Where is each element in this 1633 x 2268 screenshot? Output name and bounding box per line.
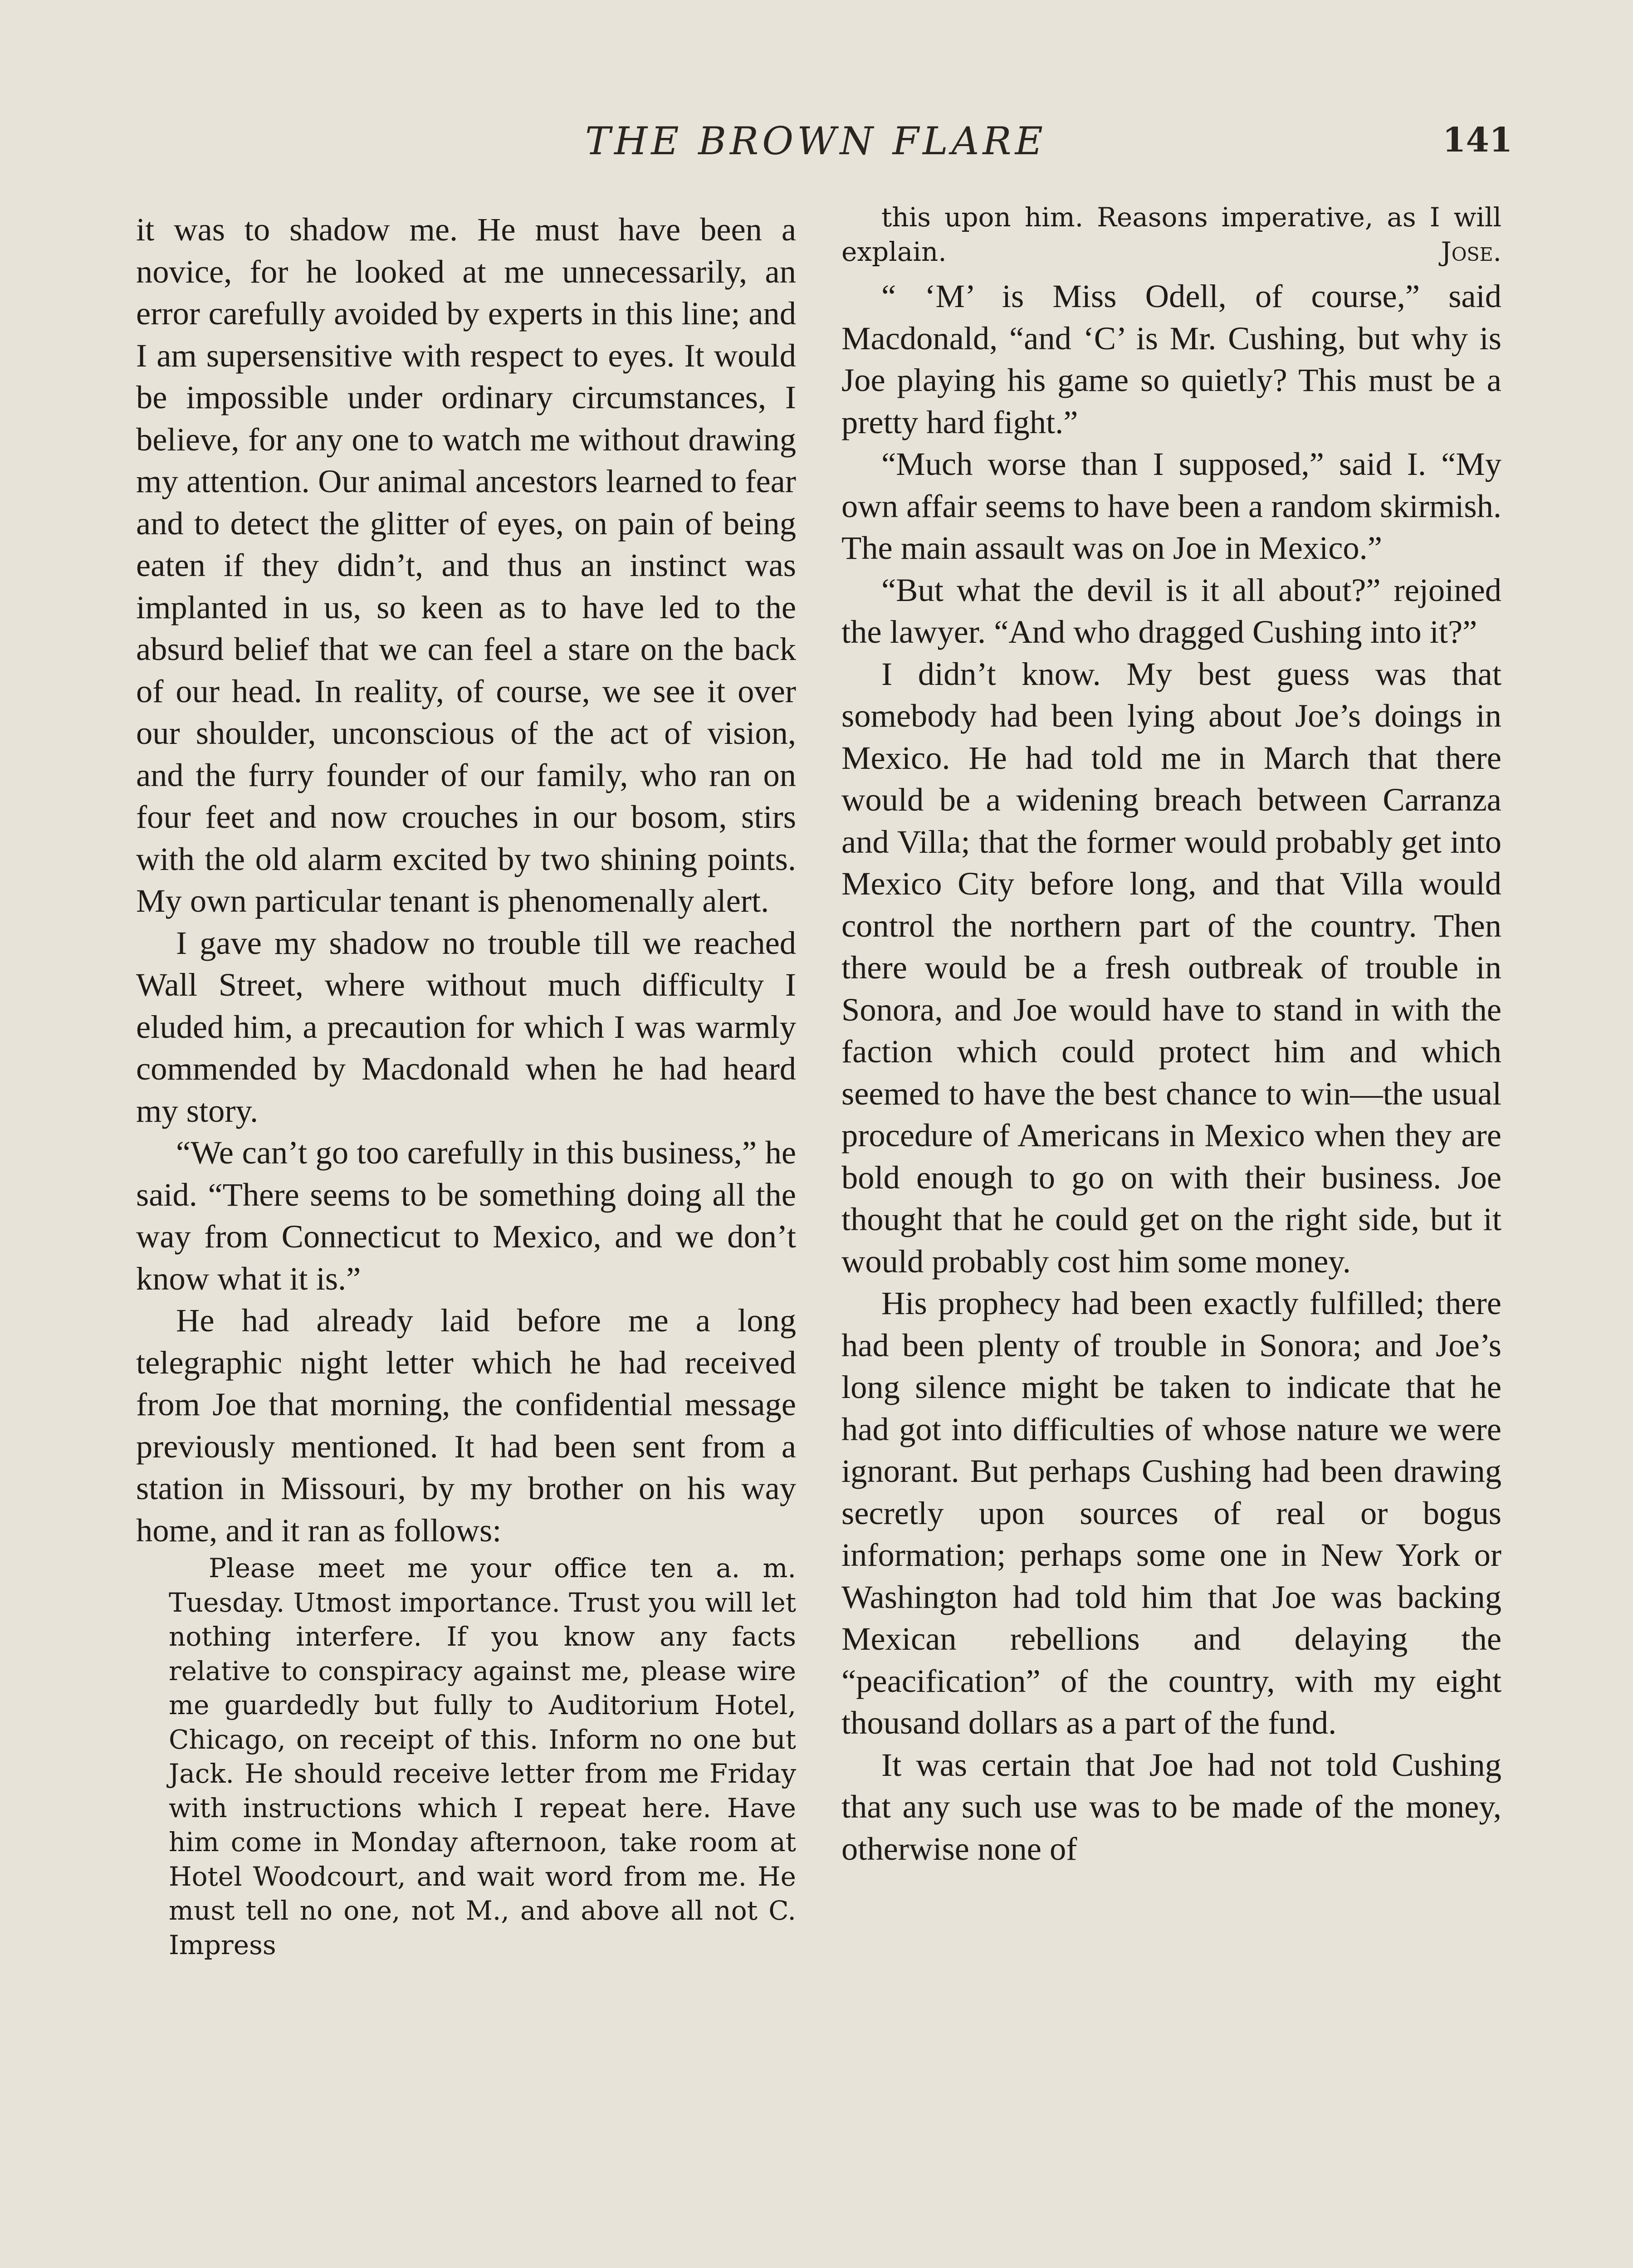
paragraph-1: it was to shadow me. He must have been a novice, for he looked at me unnecessarily, an error carefully avoided by experts in this line; and I am supersensitive with respect to eyes. It would be impossible under ordinary circumstances, I believe, for any one to watch me without drawing my attention. Our animal ancestors learned to fear and to detect the glitter of eyes, on pain of being eaten if they didn’t, and thus an instinct was implanted in us, so keen as to have led to the absurd belief that we can feel a stare on the back of our head. In reality, of course, we see it over our shoulder, unconscious of the act of vision, and the furry founder of our family, who ran on four feet and now crouches in our bosom, stirs with the old alarm excited by two shining points. My own particular tenant is phenomenally alert. — [136, 211, 796, 919]
left-column — [136, 209, 796, 1962]
telegram-end: this upon him. Reasons imperative, as I will explain. — [841, 202, 1501, 267]
paragraph-4: He had already laid before me a long telegraphic night letter which he had received from Joe that morning, the confidential message previously mentioned. It had been sent from a station in Missouri, by my brother on his way home, and it ran as follows: — [136, 1302, 796, 1549]
telegram-continuation — [841, 200, 1501, 269]
paragraph-5: “ ‘M’ is Miss Odell, of course,” said Macdonald, “and ‘C’ is Mr. Cushing, but why is Joe playing his game so quietly? This must be a pretty hard fight.” — [841, 278, 1501, 440]
paragraph-3: “We can’t go too carefully in this business,” he said. “There seems to be something doing all the way from Connecticut to Mexico, and we don’t know what it is.” — [136, 1134, 796, 1297]
telegram-signature: Jose. — [1441, 236, 1501, 267]
paragraph-7: “But what the devil is it all about?” rejoined the lawyer. “And who dragged Cushing into it?” — [841, 571, 1501, 650]
paragraph-8: I didn’t know. My best guess was that somebody had been lying about Joe’s doings in Mexico. He had told me in March that there would be a widening breach between Carranza and Villa; that the former would probably get into Mexico City before long, and that Villa would control the northern part of the country. Then there would be a fresh outbreak of trouble in Sonora, and Joe would have to stand in with the faction which could protect him and which seemed to have the best chance to win—the usual procedure of Americans in Mexico when they are bold enough to go on with their business. Joe thought that he could get on the right side, but it would probably cost him some money. — [841, 655, 1501, 1280]
paragraph-2: I gave my shadow no trouble till we reached Wall Street, where without much difficulty I eluded him, a precaution for which I was warmly commended by Macdonald when he had heard my story. — [136, 924, 796, 1129]
running-header-title: THE BROWN FLARE — [585, 119, 1046, 163]
telegram-text: Please meet me your office ten a. m. Tuesday. Utmost importance. Trust you will let nothing interfere. If you know any facts relative to conspiracy against me, please wire me guardedly but fully to Auditorium Hotel, Chicago, on receipt of this. Inform no one but Jack. He should receive letter from me Friday with instructions which I repeat here. Have him come in Monday afternoon, take room at Hotel Woodcourt, and wait word from me. He must tell no one, not M., and above all not C. Impress — [169, 1553, 796, 1960]
paragraph-9: His prophecy had been exactly fulfilled; there had been plenty of trouble in Sonora; and Joe’s long silence might be taken to indicate that he had got into difficulties of whose nature we were ignorant. But perhaps Cushing had been drawing secretly upon sources of real or bogus information; perhaps some one in New York or Washington had told him that Joe was backing Mexican rebellions and delaying the “peacification” of the country, with my eight thousand dollars as a part of the fund. — [841, 1285, 1501, 1741]
paragraph-6: “Much worse than I supposed,” said I. “My own affair seems to have been a random skirmish. The main assault was on Joe in Mexico.” — [841, 445, 1501, 566]
right-column — [841, 200, 1501, 1870]
paragraph-10: It was certain that Joe had not told Cushing that any such use was to be made of the money, otherwise none of — [841, 1746, 1501, 1867]
page-number: 141 — [1442, 121, 1513, 160]
